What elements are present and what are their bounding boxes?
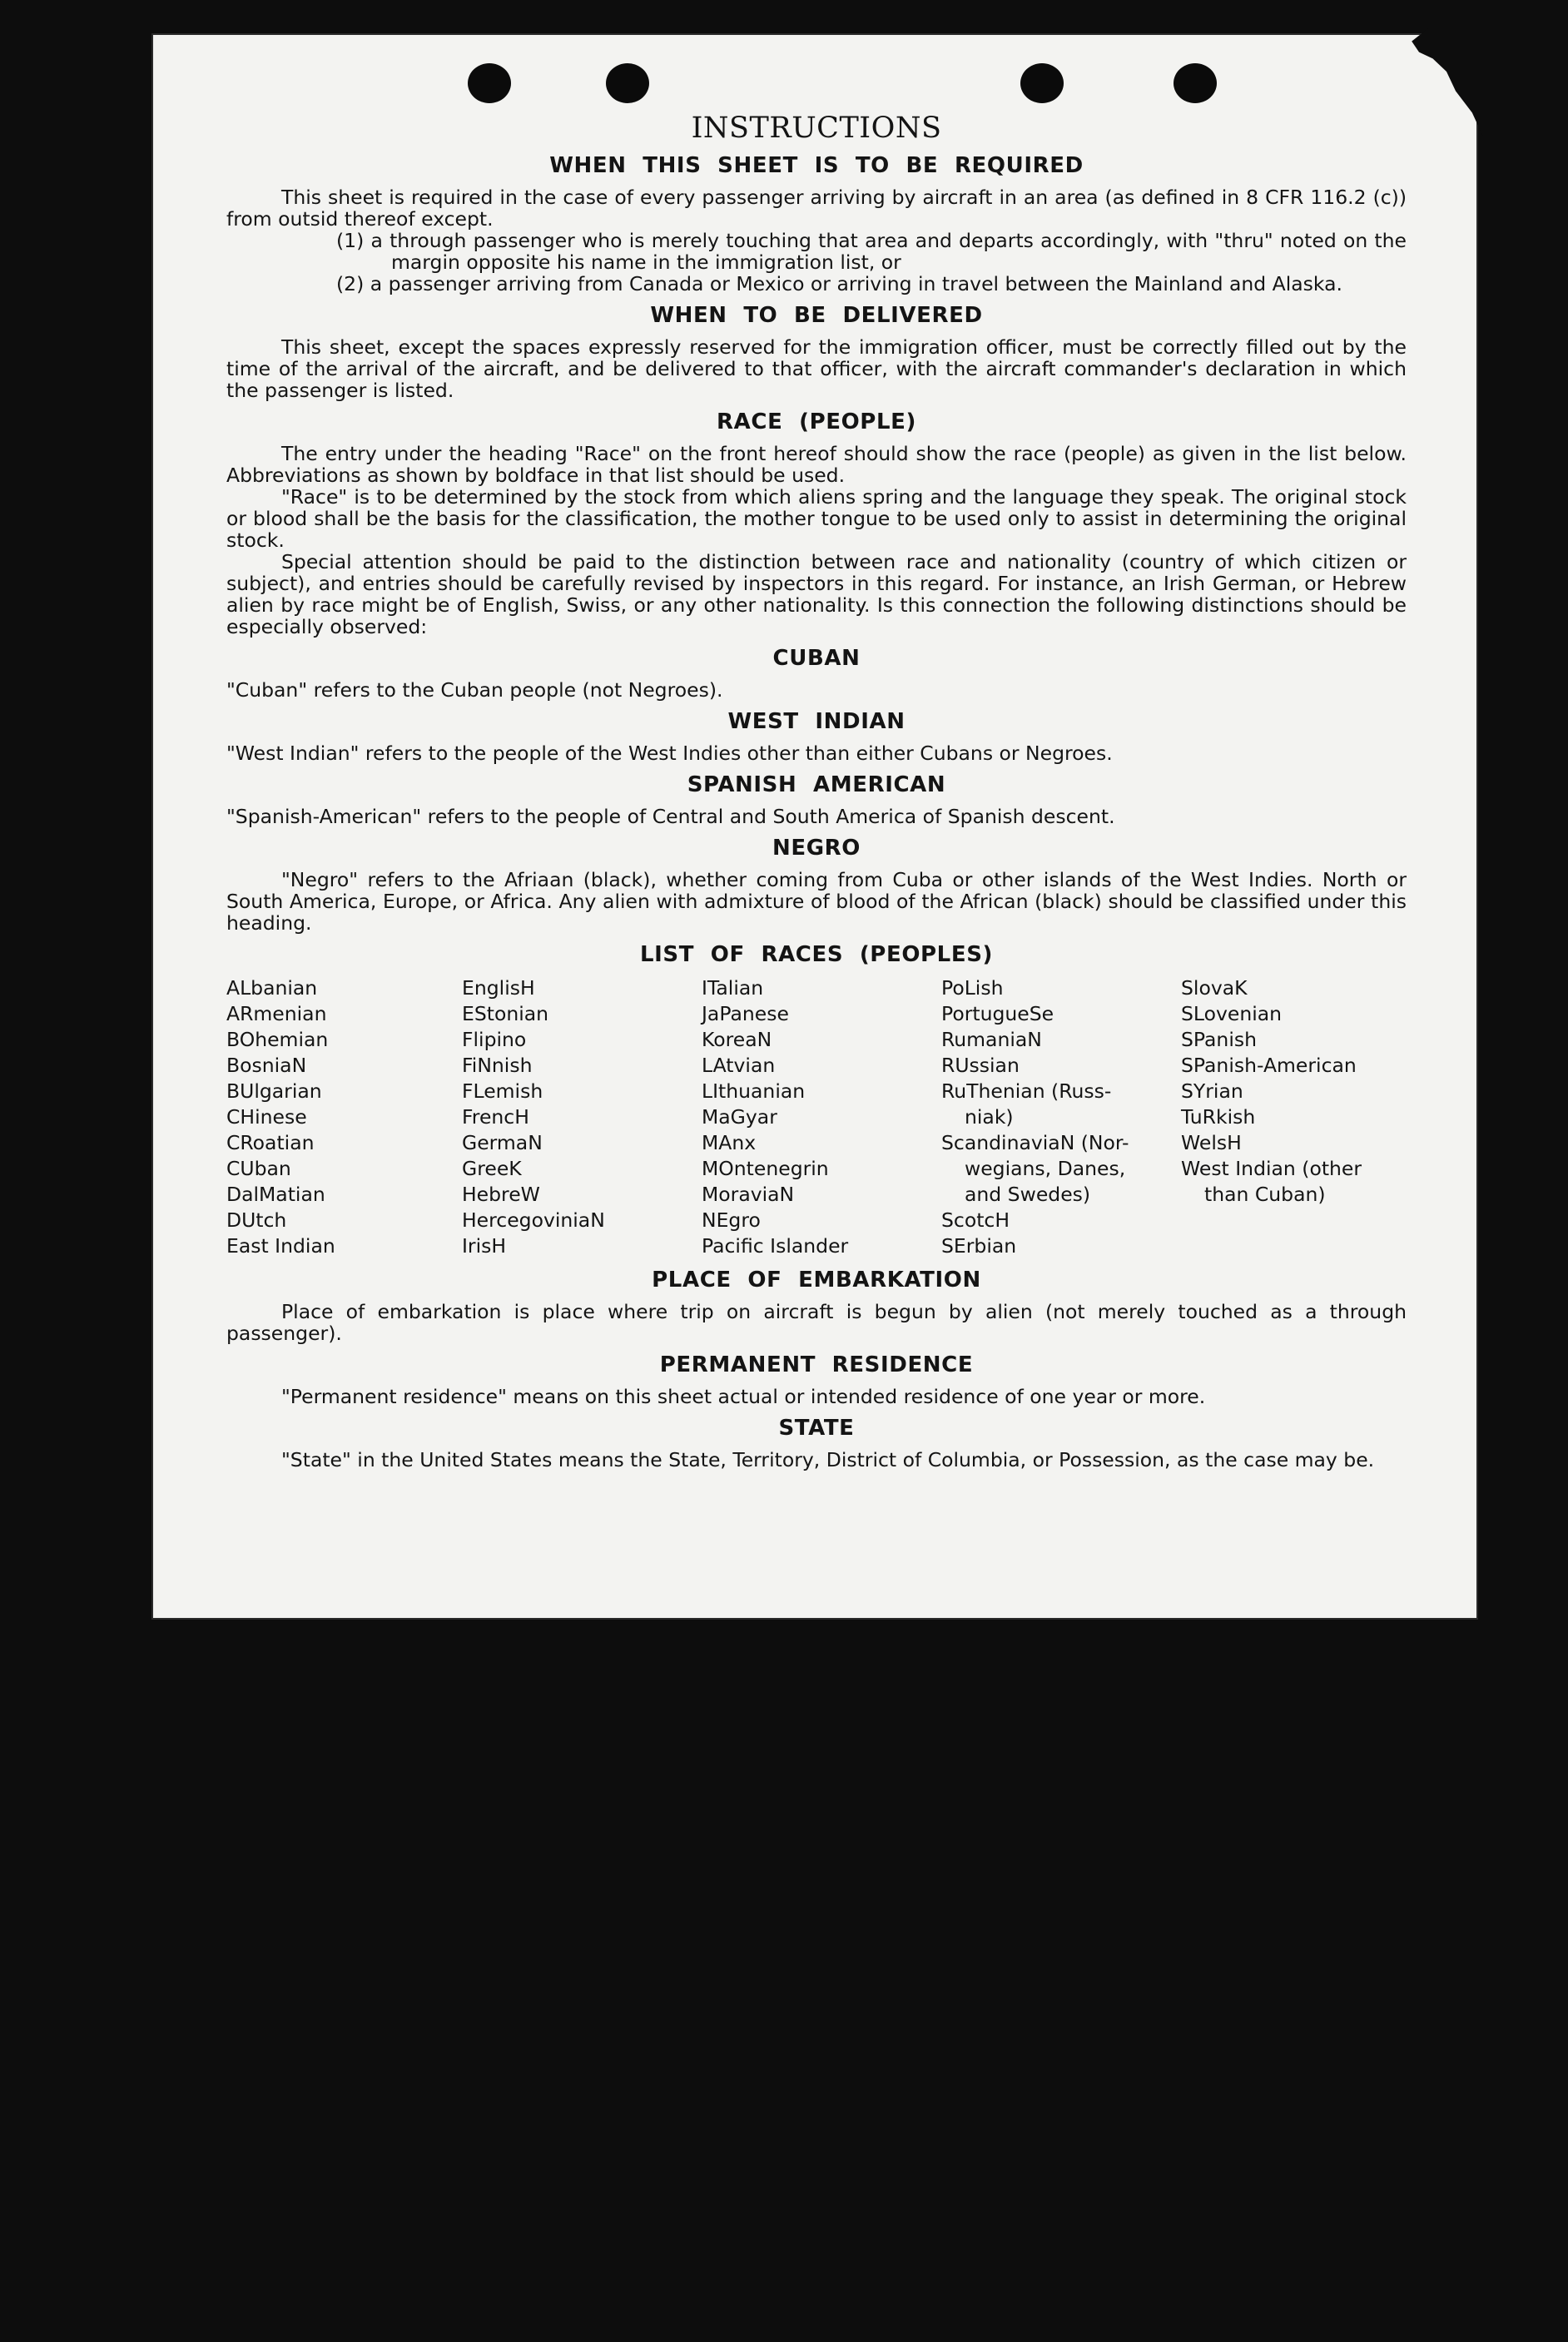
race-item: Pacific Islander bbox=[702, 1234, 849, 1258]
race-item: IrisH bbox=[462, 1234, 507, 1258]
race-item: FLemish bbox=[462, 1079, 543, 1103]
race-item: HercegoviniaN bbox=[462, 1208, 605, 1232]
race-item: MAnx bbox=[702, 1131, 757, 1154]
race-item: MaGyar bbox=[702, 1105, 777, 1129]
section-paragraph: Place of embarkation is place where trip on aircraft is begun by alien (not merely touched as a through passenger). bbox=[226, 1300, 1407, 1345]
race-item: ScandinaviaN (Nor- wegians, Danes, and Swedes) bbox=[941, 1131, 1129, 1206]
race-item: SErbian bbox=[941, 1234, 1017, 1258]
section-paragraph: "Negro" refers to the Afriaan (black), whether coming from Cuba or other islands of the West Indies. North or South America, Europe, or Africa. Any alien with admixture of blood of the African (black) should be classified under this heading. bbox=[226, 868, 1407, 935]
races-list bbox=[226, 975, 1407, 1259]
race-item: CHinese bbox=[226, 1105, 307, 1129]
race-item: SYrian bbox=[1181, 1079, 1243, 1103]
document-body bbox=[226, 112, 1407, 1471]
punch-hole bbox=[468, 63, 511, 103]
race-item: PortugueSe bbox=[941, 1002, 1054, 1025]
section-heading: STATE bbox=[778, 1416, 855, 1441]
race-item: DalMatian bbox=[226, 1183, 325, 1206]
section-paragraph: This sheet, except the spaces expressly reserved for the immigration officer, must be correctly filled out by the time of the arrival of the aircraft, and be delivered to that officer, with the aircraft commander's declaration in which the passenger is listed. bbox=[226, 335, 1407, 402]
exception-item: (1) a through passenger who is merely touching that area and departs accordingly, with "thru" noted on the margin opposite his name in the immigration list, or bbox=[336, 229, 1407, 274]
race-item: FrencH bbox=[462, 1105, 529, 1129]
section-heading: WHEN THIS SHEET IS TO BE REQUIRED bbox=[549, 153, 1084, 178]
race-item: DUtch bbox=[226, 1208, 287, 1232]
race-item: SPanish bbox=[1181, 1028, 1257, 1051]
section-paragraph: "Permanent residence" means on this sheet actual or intended residence of one year or more. bbox=[281, 1385, 1206, 1408]
race-item: EnglisH bbox=[462, 976, 535, 1000]
race-item: BosniaN bbox=[226, 1054, 307, 1077]
race-item: TuRkish bbox=[1181, 1105, 1256, 1129]
race-item: FiNnish bbox=[462, 1054, 533, 1077]
section-heading: PLACE OF EMBARKATION bbox=[652, 1268, 981, 1293]
race-item: EStonian bbox=[462, 1002, 549, 1025]
race-item: MoraviaN bbox=[702, 1183, 795, 1206]
section-heading: CUBAN bbox=[772, 646, 861, 671]
race-item: KoreaN bbox=[702, 1028, 772, 1051]
section-heading: WEST INDIAN bbox=[727, 709, 906, 734]
race-item: West Indian (other than Cuban) bbox=[1181, 1157, 1362, 1206]
race-item: RUssian bbox=[941, 1054, 1020, 1077]
race-item: ALbanian bbox=[226, 976, 318, 1000]
races-column bbox=[941, 975, 1181, 1259]
race-item: Flipino bbox=[462, 1028, 527, 1051]
race-item: RuThenian (Russ- niak) bbox=[941, 1079, 1112, 1129]
races-heading: LIST OF RACES (PEOPLES) bbox=[639, 942, 994, 967]
race-item: SPanish-American bbox=[1181, 1054, 1357, 1077]
race-item: East Indian bbox=[226, 1234, 335, 1258]
section-paragraph: "West Indian" refers to the people of the West Indies other than either Cubans or Negroes. bbox=[226, 742, 1113, 765]
race-item: LAtvian bbox=[702, 1054, 776, 1077]
section-heading: RACE (PEOPLE) bbox=[717, 409, 916, 434]
section-paragraph: "Spanish-American" refers to the people of Central and South America of Spanish descent. bbox=[226, 805, 1115, 828]
race-item: ScotcH bbox=[941, 1208, 1010, 1232]
race-item: ITalian bbox=[702, 976, 764, 1000]
exception-item: (2) a passenger arriving from Canada or Mexico or arriving in travel between the Mainland and Alaska. bbox=[336, 272, 1342, 295]
section-heading: SPANISH AMERICAN bbox=[687, 772, 946, 797]
section-paragraph: "Cuban" refers to the Cuban people (not Negroes). bbox=[226, 678, 723, 702]
race-item: NEgro bbox=[702, 1208, 761, 1232]
race-item: BUlgarian bbox=[226, 1079, 322, 1103]
race-item: LIthuanian bbox=[702, 1079, 806, 1103]
race-item: ARmenian bbox=[226, 1002, 327, 1025]
section-heading: NEGRO bbox=[772, 836, 861, 861]
section-heading: WHEN TO BE DELIVERED bbox=[650, 303, 983, 328]
section-paragraph: "State" in the United States means the State, Territory, District of Columbia, or Possession, as the case may be. bbox=[281, 1448, 1375, 1471]
section-heading: PERMANENT RESIDENCE bbox=[659, 1352, 974, 1377]
race-item: PoLish bbox=[941, 976, 1004, 1000]
races-column bbox=[226, 975, 462, 1259]
race-item: JaPanese bbox=[702, 1002, 789, 1025]
race-item: RumaniaN bbox=[941, 1028, 1042, 1051]
race-item: GreeK bbox=[462, 1157, 522, 1180]
section-paragraph: This sheet is required in the case of every passenger arriving by aircraft in an area (as defined in 8 CFR 116.2 (c)) from outsid thereof except. bbox=[226, 186, 1407, 231]
document-title: INSTRUCTIONS bbox=[691, 112, 942, 145]
race-item: WelsH bbox=[1181, 1131, 1242, 1154]
race-item: SLovenian bbox=[1181, 1002, 1283, 1025]
race-item: HebreW bbox=[462, 1183, 540, 1206]
race-item: GermaN bbox=[462, 1131, 543, 1154]
instruction-sheet bbox=[153, 35, 1476, 1618]
races-column bbox=[1181, 975, 1407, 1259]
race-item: CRoatian bbox=[226, 1131, 315, 1154]
punch-hole bbox=[1020, 63, 1064, 103]
race-item: MOntenegrin bbox=[702, 1157, 829, 1180]
section-paragraph: Special attention should be paid to the distinction between race and nationality (country of which citizen or subject), and entries should be carefully revised by inspectors in this regard. For instance, an Irish German, or Hebrew alien by race might be of English, Swiss, or any other nationality. Is this connection the following distinctions should be especially observed: bbox=[226, 550, 1407, 638]
punch-hole bbox=[606, 63, 649, 103]
punch-hole bbox=[1174, 63, 1217, 103]
section-paragraph: The entry under the heading "Race" on the front hereof should show the race (people) as given in the list below. Abbreviations as shown by boldface in that list should be used. bbox=[226, 442, 1407, 487]
race-item: SlovaK bbox=[1181, 976, 1248, 1000]
races-column bbox=[462, 975, 702, 1259]
section-paragraph: "Race" is to be determined by the stock from which aliens spring and the language they speak. The original stock or blood shall be the basis for the classification, the mother tongue to be used only to assist in determining the original stock. bbox=[226, 485, 1407, 552]
race-item: BOhemian bbox=[226, 1028, 329, 1051]
race-item: CUban bbox=[226, 1157, 291, 1180]
races-column bbox=[702, 975, 941, 1259]
